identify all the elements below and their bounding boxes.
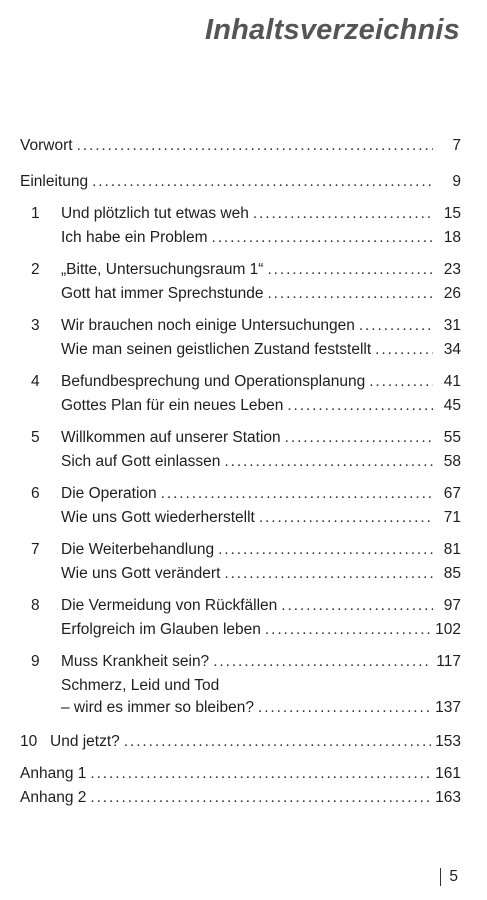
toc-entry [20,172,461,192]
entry-title: Die Weiterbehandlung [61,541,215,558]
dot-leader [218,540,433,560]
entry-page-number: 45 [443,397,461,414]
entry-page-number: 85 [443,565,461,582]
entry-title: Wie uns Gott wiederherstellt [61,509,255,526]
entry-page-number: 67 [443,485,461,502]
toc-entry [31,284,461,304]
toc-entry [31,260,461,280]
dot-leader [281,596,433,616]
toc-entry [20,732,461,752]
chapter-number: 1 [31,205,40,222]
toc-entry [31,316,461,336]
chapter-number: 4 [31,373,40,390]
entry-page-number: 41 [443,373,461,390]
page-number: 5 [449,868,458,885]
entry-page-number: 58 [443,453,461,470]
dot-leader [359,316,433,336]
entry-page-number: 153 [435,733,461,750]
dot-leader [267,260,433,280]
toc-entry [31,540,461,560]
entry-title: – wird es immer so bleiben? [61,699,254,716]
toc-entry [61,698,461,718]
dot-leader [161,484,433,504]
dot-leader [265,620,431,640]
entry-page-number: 15 [443,205,461,222]
entry-page-number: 31 [443,317,461,334]
entry-title: Wie uns Gott verändert [61,565,221,582]
entry-page-number: 7 [452,137,461,154]
dot-leader [375,340,433,360]
entry-title: Anhang 1 [20,765,87,782]
dot-leader [258,698,431,718]
toc-entry [31,564,461,584]
chapter-number: 7 [31,541,40,558]
entry-page-number: 26 [443,285,461,302]
toc-entry [31,620,461,640]
page-title: Inhaltsverzeichnis [204,14,460,46]
entry-title: Wir brauchen noch einige Untersuchungen [61,317,355,334]
toc-entry [20,136,461,156]
entry-page-number: 55 [443,429,461,446]
entry-title: Sich auf Gott einlassen [61,453,221,470]
toc-entry [31,428,461,448]
entry-title: Gottes Plan für ein neues Leben [61,397,284,414]
toc-entry [31,340,461,360]
entry-page-number: 102 [435,621,461,638]
toc-entry [31,484,461,504]
chapter-number: 6 [31,485,40,502]
toc-entry [31,652,461,672]
dot-leader [92,172,433,192]
entry-title: Und jetzt? [50,733,120,750]
toc-entry [31,372,461,392]
dot-leader [90,764,431,784]
chapter-number: 10 [20,733,38,750]
dot-leader [77,136,433,156]
chapter-number: 2 [31,261,40,278]
chapter-number: 8 [31,597,40,614]
entry-page-number: 23 [443,261,461,278]
toc-entry [31,452,461,472]
entry-title: Vorwort [20,137,73,154]
toc-entry [31,508,461,528]
dot-leader [90,788,431,808]
dot-leader [259,508,433,528]
entry-title: Wie man seinen geistlichen Zustand feststellt [61,341,372,358]
dot-leader [287,396,433,416]
toc-entry [31,204,461,224]
dot-leader [224,564,433,584]
dot-leader [224,452,433,472]
chapter-number: 3 [31,317,40,334]
entry-page-number: 18 [443,229,461,246]
entry-page-number: 117 [436,653,461,670]
entry-title: Die Operation [61,485,157,502]
dot-leader [124,732,431,752]
entry-title: Anhang 2 [20,789,87,806]
entry-page-number: 81 [443,541,461,558]
dot-leader [369,372,433,392]
footer-divider [440,868,441,886]
entry-title: „Bitte, Untersuchungsraum 1“ [61,261,264,278]
dot-leader [253,204,433,224]
entry-title: Befundbesprechung und Operationsplanung [61,373,366,390]
toc-entry [31,396,461,416]
entry-title: Willkommen auf unserer Station [61,429,281,446]
toc-entry [61,676,461,696]
entry-title: Ich habe ein Problem [61,229,208,246]
dot-leader [285,428,433,448]
entry-page-number: 137 [435,699,461,716]
entry-page-number: 163 [435,789,461,806]
dot-leader [213,652,432,672]
toc-entry [31,228,461,248]
entry-page-number: 71 [443,509,461,526]
toc-entry [20,764,461,784]
entry-title: Und plötzlich tut etwas weh [61,205,249,222]
entry-title: Einleitung [20,173,89,190]
entry-title: Erfolgreich im Glauben leben [61,621,261,638]
entry-page-number: 9 [452,173,461,190]
entry-title: Muss Krankheit sein? [61,653,210,670]
entry-page-number: 97 [443,597,461,614]
chapter-number: 5 [31,429,40,446]
entry-title: Die Vermeidung von Rückfällen [61,597,278,614]
chapter-number: 9 [31,653,40,670]
entry-page-number: 34 [443,341,461,358]
entry-page-number: 161 [435,765,461,782]
dot-leader [211,228,433,248]
toc-entry [20,788,461,808]
entry-title: Schmerz, Leid und Tod [61,677,220,694]
toc-entry [31,596,461,616]
page-footer [440,868,458,886]
dot-leader [267,284,433,304]
entry-title: Gott hat immer Sprechstunde [61,285,264,302]
